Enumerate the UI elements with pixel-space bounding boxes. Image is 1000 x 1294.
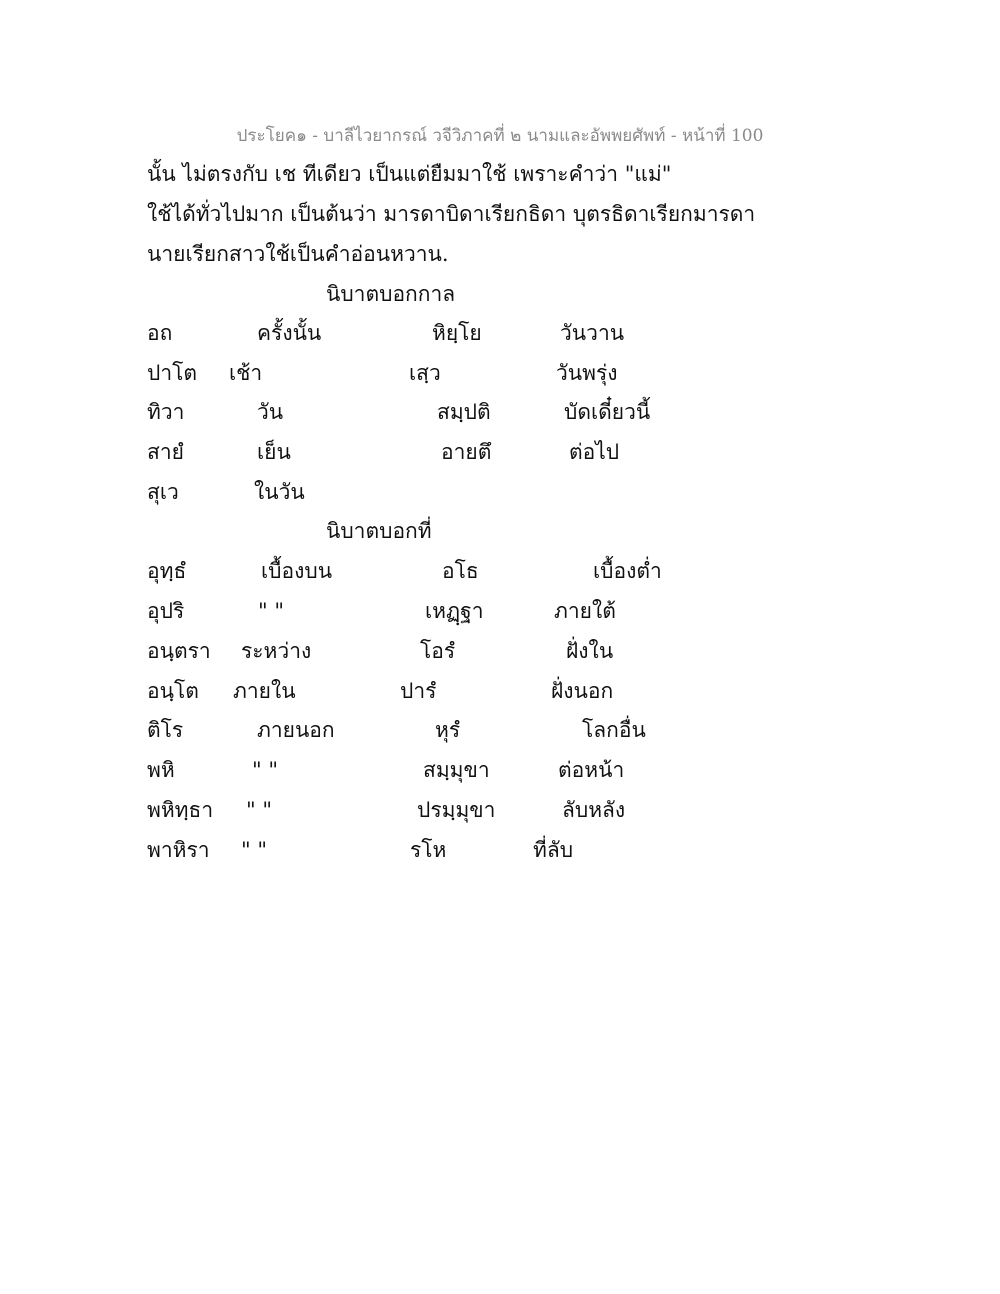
section-title-place: นิบาตบอกที่ [326, 519, 432, 543]
pali-word: ทิวา [147, 400, 185, 424]
ditto-mark: " " [241, 838, 267, 862]
paragraph-line: นายเรียกสาวใช้เป็นคำอ่อนหวาน. [147, 242, 449, 266]
pali-word: หุรํ [435, 718, 461, 742]
pali-word: พาหิรา [147, 838, 210, 862]
pali-word: เหฏฺฐา [425, 599, 484, 623]
thai-meaning: ฝั่งใน [566, 639, 614, 663]
thai-meaning: ในวัน [254, 480, 305, 504]
pali-word: หิยฺโย [432, 321, 482, 345]
paragraph-line: นั้น ไม่ตรงกับ เช ทีเดียว เป็นแต่ยืมมาใช้ เพราะคำว่า "แม่" [147, 162, 672, 186]
thai-meaning: ภายใต้ [554, 599, 616, 623]
pali-word: สายํ [147, 440, 184, 464]
pali-word: ปรมฺมุขา [417, 798, 496, 822]
thai-meaning: โลกอื่น [582, 718, 646, 742]
pali-word: อุปริ [147, 599, 185, 623]
thai-meaning: วัน [257, 400, 284, 424]
pali-word: อถ [147, 321, 173, 345]
thai-meaning: วันวาน [560, 321, 625, 345]
pali-word: อายตึ [441, 440, 492, 464]
thai-meaning: เบื้องต่ำ [593, 559, 662, 583]
ditto-mark: " " [252, 758, 278, 782]
pali-word: อนฺตรา [147, 639, 211, 663]
thai-meaning: บัดเดี๋ยวนี้ [564, 400, 651, 424]
ditto-mark: " " [258, 599, 284, 623]
thai-meaning: ครั้งนั้น [257, 321, 322, 345]
pali-word: อนฺโต [147, 679, 199, 703]
thai-meaning: เช้า [229, 361, 263, 385]
thai-meaning: เบื้องบน [261, 559, 333, 583]
pali-word: ปารํ [400, 679, 437, 703]
thai-meaning: ที่ลับ [533, 838, 574, 862]
thai-meaning: ลับหลัง [562, 798, 626, 822]
pali-word: รโห [410, 838, 447, 862]
thai-meaning: ต่อหน้า [558, 758, 625, 782]
thai-meaning: ภายใน [233, 679, 296, 703]
pali-word: สมฺมุขา [423, 758, 490, 782]
pali-word: เสฺว [409, 361, 441, 385]
pali-word: สุเว [147, 480, 179, 504]
thai-meaning: ต่อไป [569, 440, 620, 464]
pali-word: ปาโต [147, 361, 198, 385]
section-title-time: นิบาตบอกกาล [326, 282, 456, 306]
pali-word: พหิ [147, 758, 175, 782]
pali-word: โอรํ [420, 639, 456, 663]
pali-word: ติโร [147, 718, 184, 742]
thai-meaning: ภายนอก [257, 718, 335, 742]
thai-meaning: ฝั่งนอก [551, 679, 614, 703]
pali-word: อุทฺธํ [147, 559, 187, 583]
thai-meaning: วันพรุ่ง [556, 361, 618, 385]
page-header: ประโยค๑ - บาลีไวยากรณ์ วจีวิภาคที่ ๒ นามและอัพพยศัพท์ - หน้าที่ 100 [236, 126, 764, 146]
pali-word: อโธ [442, 559, 479, 583]
pali-word: พหิทฺธา [147, 798, 214, 822]
thai-meaning: เย็น [257, 440, 291, 464]
paragraph-line: ใช้ได้ทั่วไปมาก เป็นต้นว่า มารดาบิดาเรียกธิดา บุตรธิดาเรียกมารดา [147, 202, 756, 226]
thai-meaning: ระหว่าง [241, 639, 312, 663]
pali-word: สมฺปติ [437, 400, 491, 424]
ditto-mark: " " [246, 798, 272, 822]
